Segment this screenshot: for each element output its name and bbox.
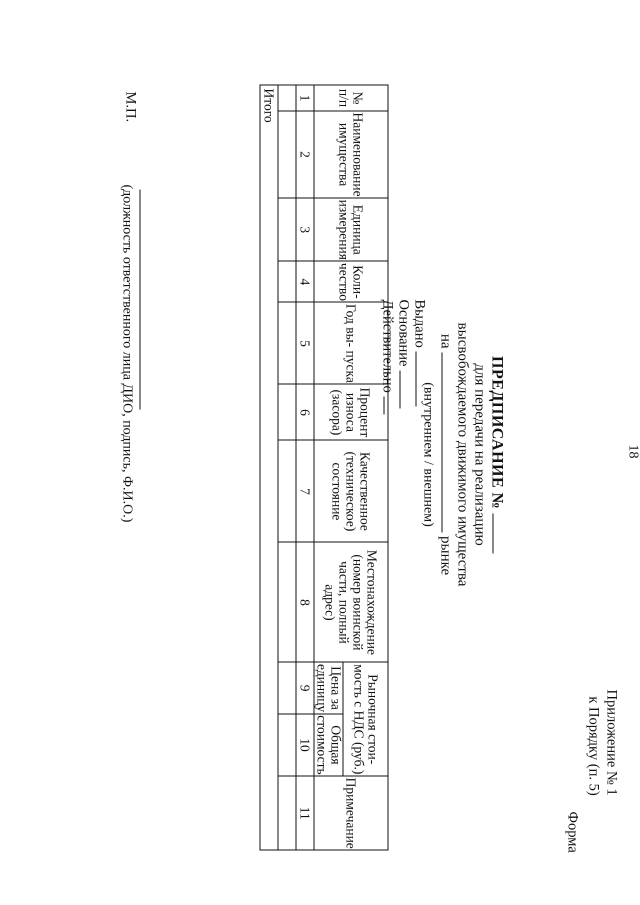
table-cell [278, 714, 296, 776]
title-line-2: для передачи на реализацию [471, 363, 488, 546]
market-blank [442, 352, 453, 532]
column-number: 8 [296, 542, 314, 662]
header-name: Наименование имущества [314, 111, 388, 198]
basis-label: Основание [395, 299, 412, 367]
total-label: Итого [260, 85, 278, 850]
valid-label: Действительно [379, 299, 396, 393]
header-unit: Единица измерения [314, 198, 388, 261]
header-qty: Коли- чество [314, 261, 388, 302]
title-line-3: высвобождаемого движимого имущества [454, 322, 471, 587]
column-number: 1 [296, 85, 314, 111]
table-cell [278, 302, 296, 384]
title-on-prefix: на [437, 333, 454, 349]
appendix-line-2: к Порядку (п. 5) [585, 696, 602, 796]
header-wear: Процент износа (засора) [314, 384, 388, 440]
header-quality: Качественное (техническое) состояние [314, 440, 388, 542]
table-cell [278, 662, 296, 713]
header-price-group: Рыночная стои- мость с НДС (руб.) [343, 662, 388, 776]
market-hint: (внутреннем / внешнем) [420, 382, 436, 527]
header-note: Примечание [314, 776, 388, 850]
signature-caption: (должность ответственного лица ДИО, подпись, Ф.И.О.) [119, 184, 135, 523]
header-year: Год вы- пуска [314, 302, 388, 384]
table-cell [278, 198, 296, 261]
total-row [260, 85, 278, 850]
table-cell [278, 85, 296, 111]
header-price-unit: Цена за единицу [314, 663, 344, 713]
table-cell [278, 776, 296, 850]
form-label: Форма [564, 811, 581, 853]
property-table [260, 85, 389, 851]
column-number: 2 [296, 111, 314, 198]
column-number: 10 [296, 714, 314, 776]
issued-label: Выдано [411, 299, 428, 348]
column-number: 5 [296, 302, 314, 384]
rotated-page [1, 0, 640, 905]
column-number: 11 [296, 776, 314, 850]
table-cell [278, 111, 296, 198]
page-number: 18 [625, 444, 640, 459]
table-cell [278, 261, 296, 302]
column-number: 9 [296, 662, 314, 713]
appendix-line-1: Приложение № 1 [603, 689, 620, 796]
header-location: Местонахождение (номер воинской части, полный адрес) [314, 542, 388, 662]
number-blank [493, 513, 504, 553]
table-cell [278, 384, 296, 440]
column-number: 7 [296, 440, 314, 542]
title-market-suffix: рынке [437, 536, 454, 576]
table-cell [278, 440, 296, 542]
document-title [420, 205, 506, 705]
basis-blank [400, 370, 411, 408]
header-price-total: Общая стоимость [314, 715, 344, 775]
issued-blank [416, 351, 427, 406]
stamp-place: М.П. [122, 91, 139, 123]
table-cell [278, 542, 296, 662]
appendix-reference [585, 690, 621, 796]
title-heading: ПРЕДПИСАНИЕ № [488, 356, 506, 510]
column-number: 4 [296, 261, 314, 302]
column-number: 6 [296, 384, 314, 440]
table-row [278, 85, 296, 850]
signature-line [140, 190, 141, 410]
header-num: № п/п [314, 85, 388, 111]
column-number: 3 [296, 198, 314, 261]
